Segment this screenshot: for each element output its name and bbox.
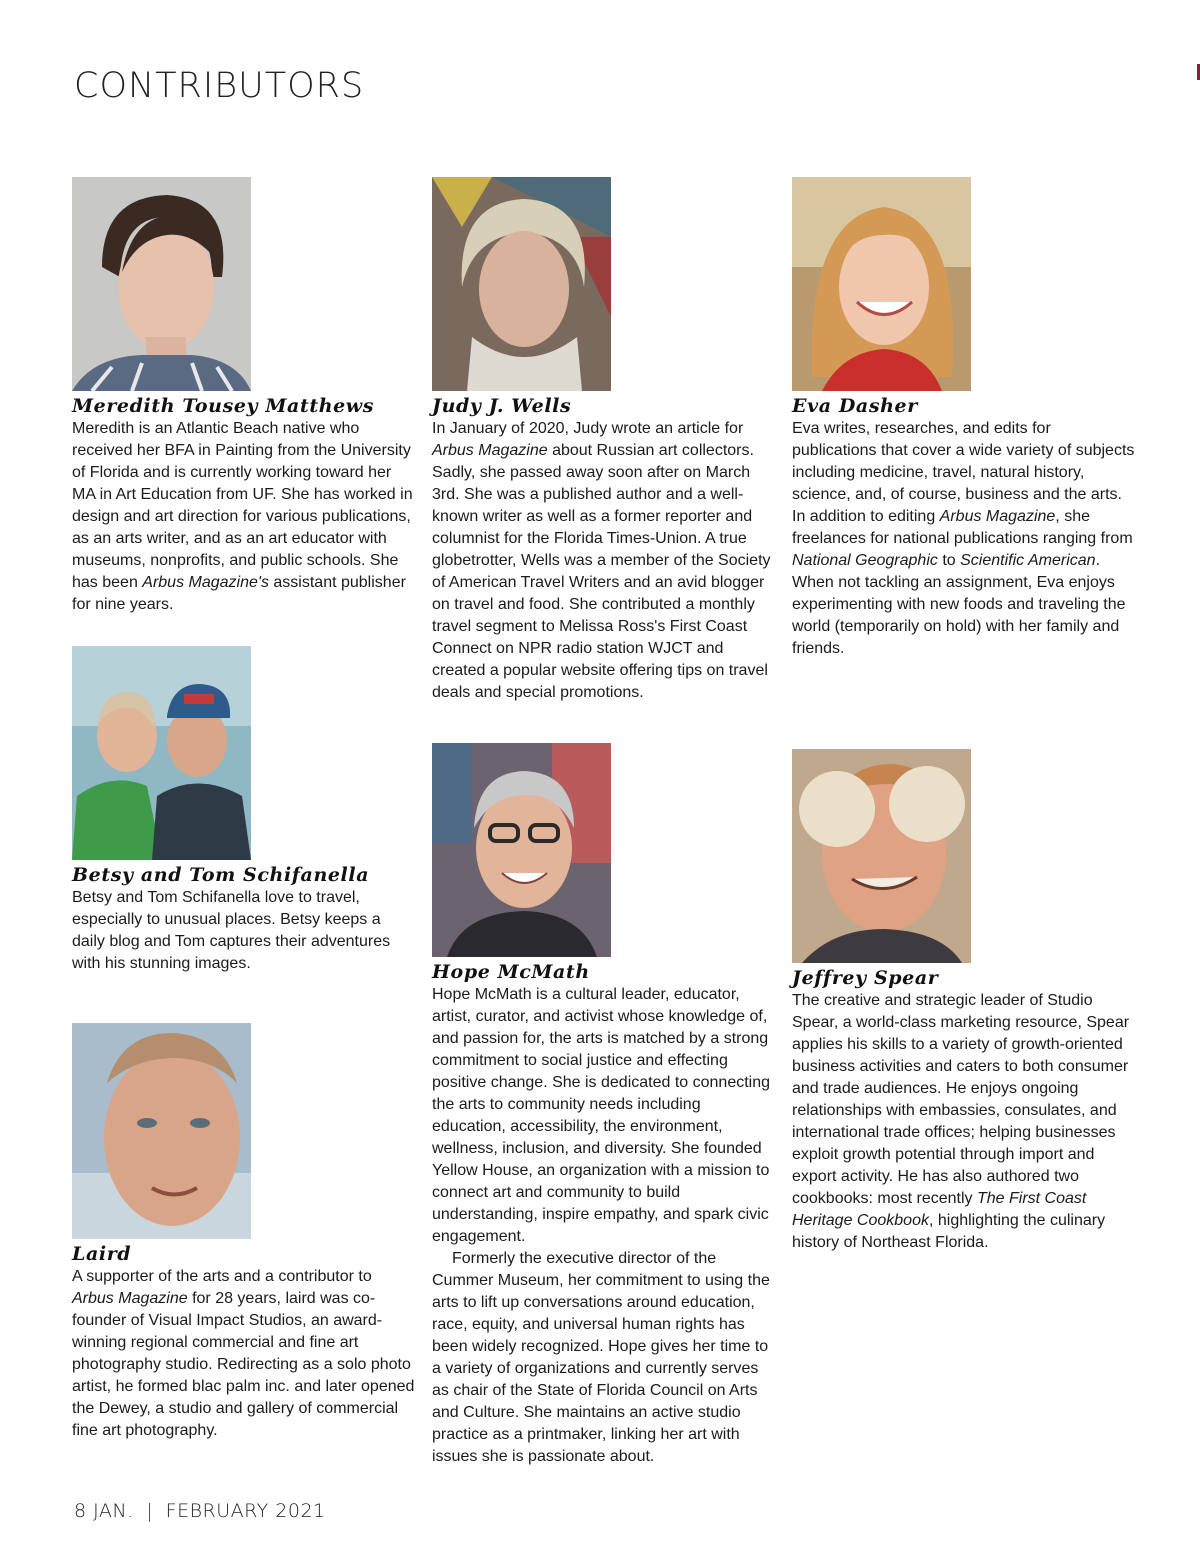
bio-paragraph: Eva writes, researches, and edits for publications that cover a wide variety of subjects including medicine, travel, natural history, science, and, of course, business and the arts. In addition to editing Arbus Magazine, she freelances for national publications ranging from National Geographic to Scientific American. When not tackling an assignment, Eva enjoys experimenting with new foods and traveling the world (temporarily on hold) with her family and friends. bbox=[792, 420, 1135, 657]
bio-paragraph: Hope McMath is a cultural leader, educator, artist, curator, and activist whose knowledge of, and passion for, the arts is matched by a strong commitment to social justice and effecting positive change. She is dedicated to connecting the arts to community needs including education, accessibility, the environment, wellness, inclusion, and diversity. She founded Yellow House, an organization with a mission to connect art and community to build understanding, inspire empathy, and spark civic engagement. bbox=[432, 986, 771, 1245]
page-title: CONTRIBUTORS bbox=[74, 66, 365, 106]
contributor-card-laird bbox=[72, 1023, 417, 1442]
contributor-bio bbox=[72, 887, 417, 975]
contributor-card-judy bbox=[432, 177, 777, 704]
contributor-name: Hope McMath bbox=[432, 961, 590, 983]
hope-portrait-photo bbox=[432, 743, 611, 957]
bio-paragraph: Meredith is an Atlantic Beach native who received her BFA in Painting from the University of Florida and is currently working toward her MA in Art Education from UF. She has worked in design and art direction for various publications, as an arts writer, and as an art educator with museums, nonprofits, and public schools. She has been Arbus Magazine's assistant publisher for nine years. bbox=[72, 420, 413, 613]
contributor-name: Eva Dasher bbox=[792, 395, 918, 417]
contributor-bio bbox=[72, 418, 417, 616]
bio-paragraph: Betsy and Tom Schifanella love to travel, especially to unusual places. Betsy keeps a daily blog and Tom captures their adventures with his stunning images. bbox=[72, 889, 391, 972]
contributor-bio bbox=[432, 418, 777, 704]
contributor-card-jeffrey bbox=[792, 749, 1137, 1254]
bio-paragraph: Formerly the executive director of the Cummer Museum, her commitment to using the arts to lift up conversations around education, race, equity, and universal human rights has been widely recognized. Hope gives her time to a variety of organizations and currently serves as chair of the State of Florida Council on Arts and Culture. She maintains an active studio practice as a printmaker, linking her art with issues she is passionate about. bbox=[432, 1250, 770, 1465]
contributor-card-hope bbox=[432, 743, 777, 1468]
contributor-card-schifanella bbox=[72, 646, 417, 975]
issue-month-year: FEBRUARY 2021 bbox=[165, 1500, 326, 1522]
issue-label: JAN. bbox=[93, 1500, 134, 1522]
footer-separator: | bbox=[146, 1500, 154, 1522]
contributor-bio bbox=[792, 990, 1137, 1254]
contributor-name: Meredith Tousey Matthews bbox=[72, 395, 375, 417]
contributor-bio bbox=[432, 984, 777, 1468]
contributor-card-eva bbox=[792, 177, 1137, 660]
contributor-card-meredith bbox=[72, 177, 417, 616]
jeffrey-portrait-photo bbox=[792, 749, 971, 963]
bio-paragraph: In January of 2020, Judy wrote an article for Arbus Magazine about Russian art collectors. Sadly, she passed away soon after on March 3rd. She was a published author and a well-known writer as well as a former reporter and columnist for the Florida Times-Union. A true globetrotter, Wells was a member of the Society of American Travel Writers and an avid blogger on travel and food. She contributed a monthly travel segment to Melissa Ross's First Coast Connect on NPR radio station WJCT and created a popular website offering tips on travel deals and special promotions. bbox=[432, 420, 771, 701]
judy-portrait-photo bbox=[432, 177, 611, 391]
page-number: 8 bbox=[74, 1500, 87, 1522]
bio-paragraph: The creative and strategic leader of Studio Spear, a world-class marketing resource, Spear applies his skills to a variety of growth-oriented business activities and caters to both consumer and trade audiences. He enjoys ongoing relationships with embassies, consulates, and international trade offices; helping businesses exploit growth potential through import and export activity. He has also authored two cookbooks: most recently The First Coast Heritage Cookbook, highlighting the culinary history of Northeast Florida. bbox=[792, 992, 1130, 1251]
contributor-bio bbox=[792, 418, 1137, 660]
bio-paragraph: A supporter of the arts and a contributor to Arbus Magazine for 28 years, laird was co-founder of Visual Impact Studios, an award-winning regional commercial and fine art photography studio. Redirecting as a solo photo artist, he formed blac palm inc. and later opened the Dewey, a studio and gallery of commercial fine art photography. bbox=[72, 1268, 415, 1439]
contributor-bio bbox=[72, 1266, 417, 1442]
contributor-name: Betsy and Tom Schifanella bbox=[72, 864, 370, 886]
contributor-name: Judy J. Wells bbox=[432, 395, 572, 417]
page-footer bbox=[74, 1500, 326, 1522]
laird-portrait-photo bbox=[72, 1023, 251, 1239]
contributor-name: Jeffrey Spear bbox=[792, 967, 939, 989]
meredith-portrait-photo bbox=[72, 177, 251, 391]
eva-portrait-photo bbox=[792, 177, 971, 391]
contributor-name: Laird bbox=[72, 1243, 132, 1265]
schifanella-couple-photo bbox=[72, 646, 251, 860]
